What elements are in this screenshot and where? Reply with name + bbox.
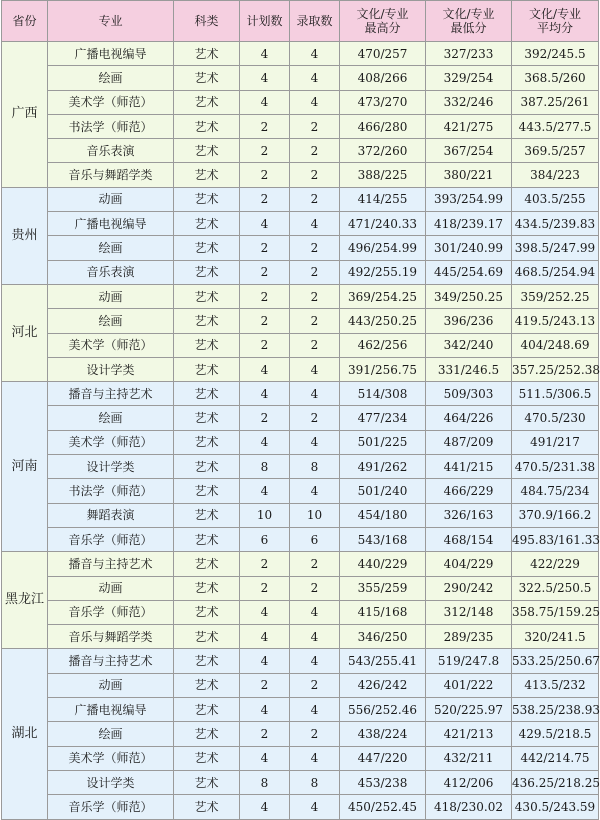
cell-avg-score: 403.5/255 (512, 187, 599, 211)
cell-major: 设计学类 (48, 770, 174, 794)
cell-min-score: 290/242 (426, 576, 512, 600)
cell-admitted: 4 (290, 649, 340, 673)
cell-major: 动画 (48, 673, 174, 697)
cell-category: 艺术 (174, 382, 240, 406)
cell-category: 艺术 (174, 455, 240, 479)
cell-plan: 4 (240, 66, 290, 90)
table-row (2, 260, 599, 284)
header-avg (512, 1, 599, 42)
table-row (2, 114, 599, 138)
cell-plan: 2 (240, 187, 290, 211)
cell-min-score: 519/247.8 (426, 649, 512, 673)
cell-major: 设计学类 (48, 455, 174, 479)
cell-admitted: 4 (290, 698, 340, 722)
cell-max-score: 543/168 (340, 527, 426, 551)
cell-category: 艺术 (174, 406, 240, 430)
cell-avg-score: 484.75/234 (512, 479, 599, 503)
cell-major: 美术学（师范） (48, 333, 174, 357)
cell-major: 音乐表演 (48, 139, 174, 163)
cell-plan: 2 (240, 309, 290, 333)
cell-category: 艺术 (174, 66, 240, 90)
cell-max-score: 372/260 (340, 139, 426, 163)
table-row (2, 479, 599, 503)
cell-plan: 2 (240, 163, 290, 187)
cell-major: 播音与主持艺术 (48, 382, 174, 406)
cell-major: 动画 (48, 187, 174, 211)
cell-admitted: 4 (290, 382, 340, 406)
table-row (2, 187, 599, 211)
cell-admitted: 2 (290, 236, 340, 260)
cell-plan: 4 (240, 795, 290, 819)
cell-plan: 6 (240, 527, 290, 551)
cell-max-score: 543/255.41 (340, 649, 426, 673)
cell-plan: 2 (240, 139, 290, 163)
cell-max-score: 556/252.46 (340, 698, 426, 722)
table-body (2, 42, 599, 820)
cell-min-score: 393/254.99 (426, 187, 512, 211)
cell-admitted: 4 (290, 795, 340, 819)
cell-admitted: 2 (290, 163, 340, 187)
cell-category: 艺术 (174, 333, 240, 357)
cell-min-score: 329/254 (426, 66, 512, 90)
cell-admitted: 4 (290, 357, 340, 381)
province-cell: 贵州 (2, 187, 48, 284)
cell-category: 艺术 (174, 600, 240, 624)
cell-max-score: 492/255.19 (340, 260, 426, 284)
cell-avg-score: 369.5/257 (512, 139, 599, 163)
cell-major: 舞蹈表演 (48, 503, 174, 527)
table-row (2, 42, 599, 66)
cell-min-score: 332/246 (426, 90, 512, 114)
cell-avg-score: 434.5/239.83 (512, 212, 599, 236)
header-max (340, 1, 426, 42)
cell-plan: 10 (240, 503, 290, 527)
cell-category: 艺术 (174, 770, 240, 794)
cell-max-score: 466/280 (340, 114, 426, 138)
province-cell: 黑龙江 (2, 552, 48, 649)
cell-major: 动画 (48, 576, 174, 600)
cell-major: 音乐与舞蹈学类 (48, 163, 174, 187)
cell-major: 音乐学（师范） (48, 527, 174, 551)
cell-plan: 4 (240, 600, 290, 624)
cell-avg-score: 384/223 (512, 163, 599, 187)
province-cell: 河北 (2, 284, 48, 381)
cell-avg-score: 533.25/250.67 (512, 649, 599, 673)
cell-category: 艺术 (174, 503, 240, 527)
cell-plan: 2 (240, 114, 290, 138)
province-cell: 广西 (2, 42, 48, 188)
cell-plan: 4 (240, 382, 290, 406)
cell-avg-score: 436.25/218.25 (512, 770, 599, 794)
header-max-line1: 文化/专业 (356, 7, 409, 21)
cell-category: 艺术 (174, 479, 240, 503)
header-category: 科类 (174, 1, 240, 42)
cell-max-score: 450/252.45 (340, 795, 426, 819)
cell-min-score: 468/154 (426, 527, 512, 551)
cell-min-score: 312/148 (426, 600, 512, 624)
cell-major: 书法学（师范） (48, 479, 174, 503)
cell-admitted: 6 (290, 527, 340, 551)
table-row (2, 795, 599, 819)
cell-max-score: 477/234 (340, 406, 426, 430)
cell-plan: 2 (240, 333, 290, 357)
cell-max-score: 501/225 (340, 430, 426, 454)
cell-plan: 2 (240, 406, 290, 430)
cell-major: 绘画 (48, 309, 174, 333)
cell-avg-score: 357.25/252.38 (512, 357, 599, 381)
cell-avg-score: 358.75/159.25 (512, 600, 599, 624)
cell-admitted: 2 (290, 552, 340, 576)
cell-max-score: 471/240.33 (340, 212, 426, 236)
cell-avg-score: 495.83/161.33 (512, 527, 599, 551)
cell-max-score: 470/257 (340, 42, 426, 66)
header-min-line2: 最低分 (450, 21, 487, 35)
cell-plan: 4 (240, 625, 290, 649)
cell-admitted: 2 (290, 139, 340, 163)
cell-major: 音乐学（师范） (48, 600, 174, 624)
header-min-line1: 文化/专业 (442, 7, 495, 21)
cell-max-score: 438/224 (340, 722, 426, 746)
cell-major: 播音与主持艺术 (48, 649, 174, 673)
cell-major: 播音与主持艺术 (48, 552, 174, 576)
cell-max-score: 501/240 (340, 479, 426, 503)
cell-major: 书法学（师范） (48, 114, 174, 138)
header-min (426, 1, 512, 42)
cell-min-score: 289/235 (426, 625, 512, 649)
cell-max-score: 440/229 (340, 552, 426, 576)
cell-plan: 2 (240, 576, 290, 600)
cell-admitted: 4 (290, 746, 340, 770)
cell-category: 艺术 (174, 625, 240, 649)
cell-min-score: 301/240.99 (426, 236, 512, 260)
cell-admitted: 4 (290, 66, 340, 90)
table-row (2, 673, 599, 697)
cell-admitted: 2 (290, 333, 340, 357)
cell-avg-score: 368.5/260 (512, 66, 599, 90)
cell-major: 绘画 (48, 236, 174, 260)
cell-min-score: 342/240 (426, 333, 512, 357)
cell-avg-score: 398.5/247.99 (512, 236, 599, 260)
cell-category: 艺术 (174, 795, 240, 819)
cell-max-score: 415/168 (340, 600, 426, 624)
cell-admitted: 4 (290, 625, 340, 649)
cell-admitted: 4 (290, 430, 340, 454)
cell-major: 美术学（师范） (48, 746, 174, 770)
cell-major: 音乐与舞蹈学类 (48, 625, 174, 649)
table-row (2, 576, 599, 600)
cell-avg-score: 538.25/238.93 (512, 698, 599, 722)
cell-category: 艺术 (174, 746, 240, 770)
header-row (2, 1, 599, 42)
cell-admitted: 2 (290, 260, 340, 284)
cell-category: 艺术 (174, 527, 240, 551)
cell-max-score: 391/256.75 (340, 357, 426, 381)
cell-max-score: 443/250.25 (340, 309, 426, 333)
cell-major: 绘画 (48, 66, 174, 90)
cell-avg-score: 442/214.75 (512, 746, 599, 770)
cell-category: 艺术 (174, 114, 240, 138)
table-row (2, 455, 599, 479)
cell-min-score: 487/209 (426, 430, 512, 454)
cell-category: 艺术 (174, 236, 240, 260)
header-avg-line1: 文化/专业 (528, 7, 582, 21)
cell-avg-score: 468.5/254.94 (512, 260, 599, 284)
cell-max-score: 496/254.99 (340, 236, 426, 260)
cell-max-score: 414/255 (340, 187, 426, 211)
cell-min-score: 441/215 (426, 455, 512, 479)
cell-avg-score: 392/245.5 (512, 42, 599, 66)
cell-plan: 4 (240, 746, 290, 770)
cell-category: 艺术 (174, 698, 240, 722)
cell-avg-score: 443.5/277.5 (512, 114, 599, 138)
table-row (2, 625, 599, 649)
cell-min-score: 418/239.17 (426, 212, 512, 236)
cell-category: 艺术 (174, 357, 240, 381)
cell-plan: 2 (240, 284, 290, 308)
cell-avg-score: 322.5/250.5 (512, 576, 599, 600)
cell-category: 艺术 (174, 430, 240, 454)
cell-category: 艺术 (174, 576, 240, 600)
cell-plan: 2 (240, 673, 290, 697)
cell-avg-score: 422/229 (512, 552, 599, 576)
cell-major: 美术学（师范） (48, 90, 174, 114)
cell-plan: 2 (240, 722, 290, 746)
table-row (2, 357, 599, 381)
cell-min-score: 421/275 (426, 114, 512, 138)
cell-major: 音乐学（师范） (48, 795, 174, 819)
table-row (2, 139, 599, 163)
cell-plan: 8 (240, 770, 290, 794)
cell-major: 绘画 (48, 722, 174, 746)
province-cell: 河南 (2, 382, 48, 552)
table-row (2, 503, 599, 527)
cell-min-score: 404/229 (426, 552, 512, 576)
cell-plan: 4 (240, 649, 290, 673)
cell-admitted: 2 (290, 406, 340, 430)
cell-major: 广播电视编导 (48, 42, 174, 66)
cell-min-score: 326/163 (426, 503, 512, 527)
cell-min-score: 466/229 (426, 479, 512, 503)
cell-avg-score: 419.5/243.13 (512, 309, 599, 333)
cell-max-score: 447/220 (340, 746, 426, 770)
table-row (2, 236, 599, 260)
table-row (2, 527, 599, 551)
cell-min-score: 520/225.97 (426, 698, 512, 722)
table-row (2, 66, 599, 90)
cell-min-score: 421/213 (426, 722, 512, 746)
cell-plan: 4 (240, 430, 290, 454)
table-row (2, 770, 599, 794)
table-row (2, 163, 599, 187)
cell-min-score: 464/226 (426, 406, 512, 430)
cell-admitted: 2 (290, 309, 340, 333)
cell-category: 艺术 (174, 260, 240, 284)
cell-max-score: 369/254.25 (340, 284, 426, 308)
cell-max-score: 453/238 (340, 770, 426, 794)
header-plan: 计划数 (240, 1, 290, 42)
cell-min-score: 412/206 (426, 770, 512, 794)
cell-plan: 4 (240, 42, 290, 66)
cell-avg-score: 404/248.69 (512, 333, 599, 357)
cell-min-score: 418/230.02 (426, 795, 512, 819)
cell-avg-score: 470.5/230 (512, 406, 599, 430)
cell-admitted: 2 (290, 576, 340, 600)
cell-category: 艺术 (174, 649, 240, 673)
cell-category: 艺术 (174, 163, 240, 187)
cell-max-score: 473/270 (340, 90, 426, 114)
cell-major: 广播电视编导 (48, 698, 174, 722)
cell-avg-score: 429.5/218.5 (512, 722, 599, 746)
cell-plan: 8 (240, 455, 290, 479)
cell-admitted: 2 (290, 187, 340, 211)
cell-min-score: 331/246.5 (426, 357, 512, 381)
province-cell: 湖北 (2, 649, 48, 819)
cell-admitted: 2 (290, 114, 340, 138)
cell-max-score: 408/266 (340, 66, 426, 90)
cell-admitted: 10 (290, 503, 340, 527)
cell-admitted: 4 (290, 42, 340, 66)
cell-avg-score: 413.5/232 (512, 673, 599, 697)
cell-min-score: 349/250.25 (426, 284, 512, 308)
cell-category: 艺术 (174, 284, 240, 308)
cell-category: 艺术 (174, 139, 240, 163)
cell-admitted: 2 (290, 673, 340, 697)
table-row (2, 382, 599, 406)
cell-max-score: 388/225 (340, 163, 426, 187)
cell-admitted: 4 (290, 600, 340, 624)
cell-avg-score: 370.9/166.2 (512, 503, 599, 527)
table-row (2, 722, 599, 746)
header-province: 省份 (2, 1, 48, 42)
cell-admitted: 2 (290, 284, 340, 308)
cell-plan: 2 (240, 236, 290, 260)
cell-category: 艺术 (174, 42, 240, 66)
admission-scores-table (1, 0, 599, 820)
cell-major: 绘画 (48, 406, 174, 430)
header-major: 专业 (48, 1, 174, 42)
table-row (2, 333, 599, 357)
cell-max-score: 346/250 (340, 625, 426, 649)
table-row (2, 698, 599, 722)
cell-plan: 4 (240, 479, 290, 503)
header-admitted: 录取数 (290, 1, 340, 42)
cell-max-score: 426/242 (340, 673, 426, 697)
table-row (2, 552, 599, 576)
table-row (2, 600, 599, 624)
table-row (2, 649, 599, 673)
cell-min-score: 367/254 (426, 139, 512, 163)
cell-min-score: 445/254.69 (426, 260, 512, 284)
cell-min-score: 432/211 (426, 746, 512, 770)
table-row (2, 430, 599, 454)
cell-avg-score: 511.5/306.5 (512, 382, 599, 406)
header-max-line2: 最高分 (364, 21, 401, 35)
cell-min-score: 380/221 (426, 163, 512, 187)
cell-admitted: 2 (290, 722, 340, 746)
table-row (2, 90, 599, 114)
cell-category: 艺术 (174, 212, 240, 236)
cell-plan: 2 (240, 260, 290, 284)
cell-max-score: 462/256 (340, 333, 426, 357)
cell-category: 艺术 (174, 673, 240, 697)
cell-avg-score: 491/217 (512, 430, 599, 454)
cell-major: 设计学类 (48, 357, 174, 381)
cell-admitted: 4 (290, 479, 340, 503)
cell-max-score: 355/259 (340, 576, 426, 600)
cell-max-score: 491/262 (340, 455, 426, 479)
cell-avg-score: 387.25/261 (512, 90, 599, 114)
cell-plan: 4 (240, 90, 290, 114)
table-row (2, 406, 599, 430)
cell-major: 动画 (48, 284, 174, 308)
cell-plan: 4 (240, 357, 290, 381)
cell-min-score: 401/222 (426, 673, 512, 697)
cell-major: 广播电视编导 (48, 212, 174, 236)
cell-min-score: 396/236 (426, 309, 512, 333)
cell-plan: 4 (240, 212, 290, 236)
cell-admitted: 4 (290, 212, 340, 236)
cell-major: 音乐表演 (48, 260, 174, 284)
table-row (2, 309, 599, 333)
cell-avg-score: 320/241.5 (512, 625, 599, 649)
cell-category: 艺术 (174, 309, 240, 333)
cell-avg-score: 470.5/231.38 (512, 455, 599, 479)
cell-category: 艺术 (174, 90, 240, 114)
table-row (2, 746, 599, 770)
cell-category: 艺术 (174, 552, 240, 576)
cell-plan: 4 (240, 698, 290, 722)
cell-min-score: 327/233 (426, 42, 512, 66)
cell-major: 美术学（师范） (48, 430, 174, 454)
cell-admitted: 4 (290, 90, 340, 114)
table-row (2, 212, 599, 236)
cell-max-score: 454/180 (340, 503, 426, 527)
cell-avg-score: 359/252.25 (512, 284, 599, 308)
cell-admitted: 8 (290, 770, 340, 794)
cell-plan: 2 (240, 552, 290, 576)
cell-admitted: 8 (290, 455, 340, 479)
cell-max-score: 514/308 (340, 382, 426, 406)
cell-category: 艺术 (174, 722, 240, 746)
table-row (2, 284, 599, 308)
cell-min-score: 509/303 (426, 382, 512, 406)
header-avg-line2: 平均分 (536, 21, 573, 35)
cell-category: 艺术 (174, 187, 240, 211)
cell-avg-score: 430.5/243.59 (512, 795, 599, 819)
